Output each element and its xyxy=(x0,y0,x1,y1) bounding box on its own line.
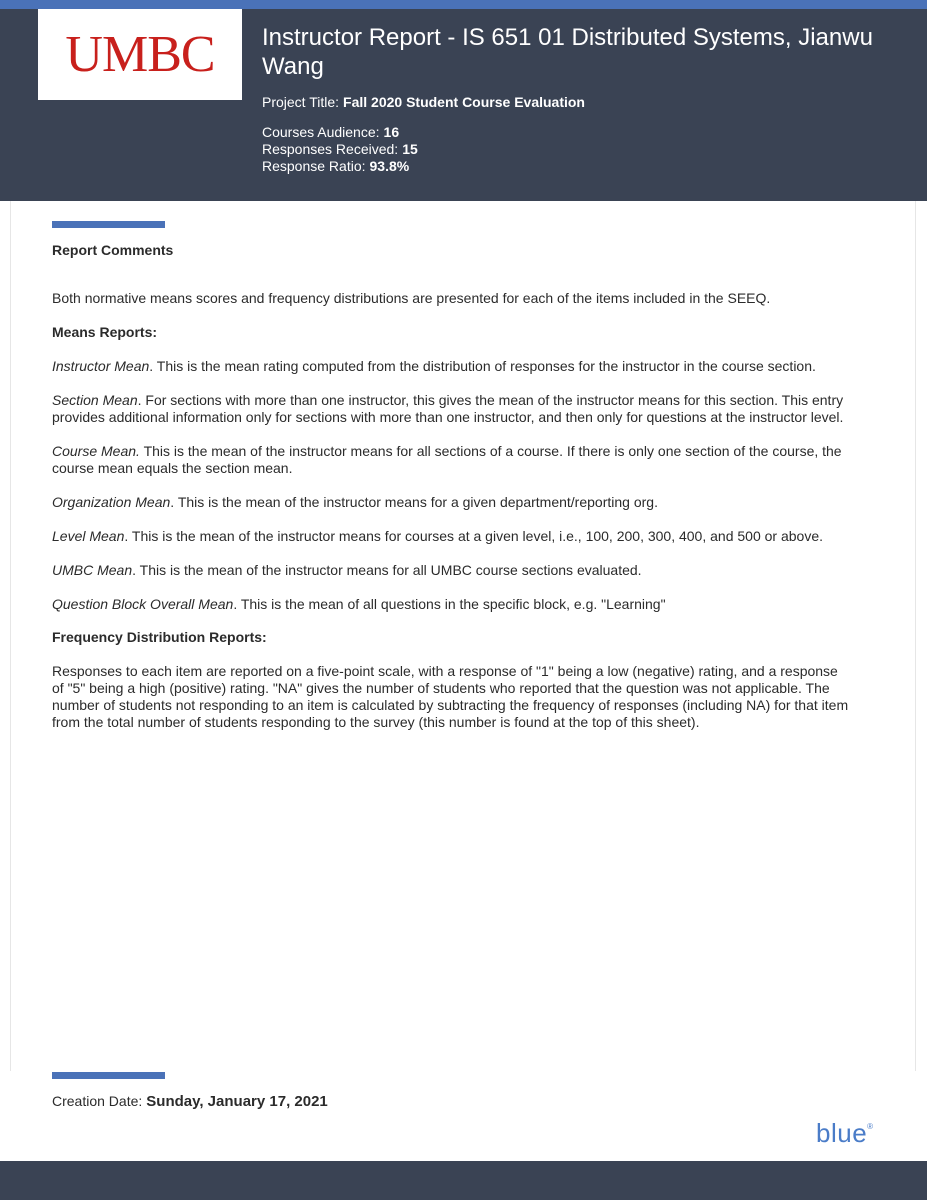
mean-description: This is the mean of the instructor means for all sections of a course. If there is only one section of the course, the course mean equals the section mean. xyxy=(52,443,842,476)
mean-term: Organization Mean xyxy=(52,494,171,510)
report-header xyxy=(0,9,927,201)
blue-brand-text: blue xyxy=(816,1118,868,1148)
courses-audience xyxy=(262,124,418,141)
response-stats xyxy=(262,124,418,175)
report-comments-heading: Report Comments xyxy=(52,242,174,258)
mean-term: Instructor Mean xyxy=(52,358,150,374)
section-mean-item xyxy=(52,392,852,426)
mean-term: Question Block Overall Mean xyxy=(52,596,234,612)
umbc-logo xyxy=(38,9,242,100)
mean-description: . For sections with more than one instructor, this gives the mean of the instructor means for this section. This entry provides additional information only for sections with more than one instructor, and then only for questions at the instructor level. xyxy=(52,392,844,425)
footer-bar xyxy=(0,1161,927,1200)
mean-term: Level Mean xyxy=(52,528,125,544)
response-ratio-label: Response Ratio: xyxy=(262,158,366,174)
mean-description: . This is the mean of all questions in the specific block, e.g. "Learning" xyxy=(233,596,666,612)
mean-description: . This is the mean of the instructor means for a given department/reporting org. xyxy=(170,494,658,510)
responses-received xyxy=(262,141,418,158)
top-accent-stripe xyxy=(0,0,927,9)
report-title: Instructor Report - IS 651 01 Distributed Systems, Jianwu Wang xyxy=(262,24,873,80)
intro-paragraph: Both normative means scores and frequency distributions are presented for each of the items included in the SEEQ. xyxy=(52,290,771,306)
courses-audience-label: Courses Audience: xyxy=(262,124,380,140)
mean-term: Course Mean. xyxy=(52,443,140,459)
response-ratio xyxy=(262,158,418,175)
creation-date-label: Creation Date: xyxy=(52,1093,143,1109)
footer-accent-bar xyxy=(52,1072,165,1079)
level-mean-item xyxy=(52,528,852,545)
umbc-logo-text: UMBC xyxy=(65,26,215,83)
frequency-reports-heading: Frequency Distribution Reports: xyxy=(52,629,267,645)
frequency-reports-paragraph: Responses to each item are reported on a five-point scale, with a response of "1" being a low (negative) rating, and a response of "5" being a high (positive) rating. "NA" gives the number of students who reported that the question was not applicable. The number of students not responding to an item is calculated by subtracting the frequency of responses (including NA) for that item from the total number of students responding to the survey (this number is found at the top of this sheet). xyxy=(52,663,849,730)
course-mean-item xyxy=(52,443,852,477)
creation-date xyxy=(52,1093,328,1110)
courses-audience-value: 16 xyxy=(383,124,400,140)
responses-received-label: Responses Received: xyxy=(262,141,399,157)
means-reports-heading: Means Reports: xyxy=(52,324,158,340)
instructor-mean-item xyxy=(52,358,852,375)
mean-term: UMBC Mean xyxy=(52,562,133,578)
project-title-value: Fall 2020 Student Course Evaluation xyxy=(343,94,585,110)
section-accent-bar xyxy=(52,221,165,228)
creation-date-value: Sunday, January 17, 2021 xyxy=(146,1093,328,1110)
organization-mean-item xyxy=(52,494,852,511)
question-block-mean-item xyxy=(52,596,852,613)
mean-description: . This is the mean rating computed from the distribution of responses for the instructor in the course section. xyxy=(149,358,816,374)
mean-description: . This is the mean of the instructor means for all UMBC course sections evaluated. xyxy=(132,562,642,578)
response-ratio-value: 93.8% xyxy=(369,158,410,174)
project-title xyxy=(262,94,585,110)
mean-term: Section Mean xyxy=(52,392,138,408)
project-title-label: Project Title: xyxy=(262,94,340,110)
mean-description: . This is the mean of the instructor means for courses at a given level, i.e., 100, 200, 300, 400, and 500 or above. xyxy=(124,528,823,544)
blue-brand-logo xyxy=(816,1118,874,1149)
umbc-mean-item xyxy=(52,562,852,579)
registered-mark: ® xyxy=(867,1122,874,1131)
responses-received-value: 15 xyxy=(402,141,418,157)
